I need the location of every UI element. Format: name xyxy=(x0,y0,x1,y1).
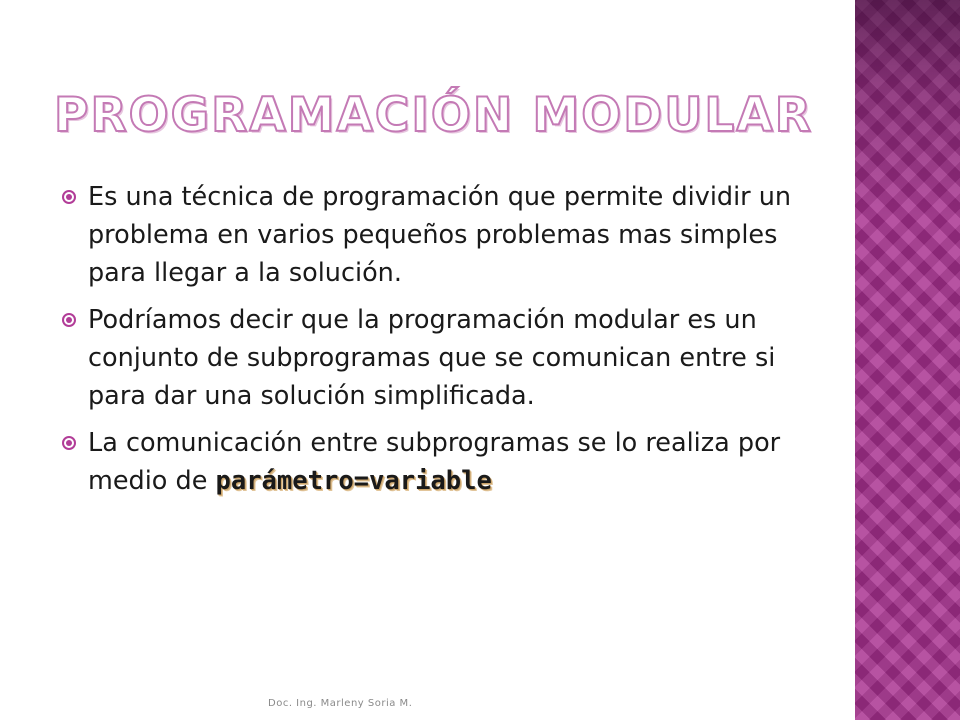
bullet-text: Podríamos decir que la programación modular es un conjunto de subprogramas que se comunican entre si para dar una solución simplificada. xyxy=(88,305,776,411)
emphasis-term: parámetro=variable xyxy=(215,466,492,496)
circle-dot-icon xyxy=(62,190,76,204)
bullet-item xyxy=(62,178,822,292)
bullet-text: Es una técnica de programación que permite dividir un problema en varios pequeños problemas mas simples para llegar a la solución. xyxy=(88,182,792,288)
footer-author: Doc. Ing. Marleny Soria M. xyxy=(268,698,413,709)
circle-dot-icon xyxy=(62,313,76,327)
bullet-text: La comunicación entre subprogramas se lo realiza por medio de xyxy=(88,428,781,496)
bullet-item xyxy=(62,301,822,415)
bullet-list xyxy=(62,178,822,509)
slide-title: PROGRAMACIÓN MODULAR xyxy=(54,88,813,143)
decorative-side-panel xyxy=(853,0,960,720)
circle-dot-icon xyxy=(62,436,76,450)
bullet-item xyxy=(62,424,822,500)
